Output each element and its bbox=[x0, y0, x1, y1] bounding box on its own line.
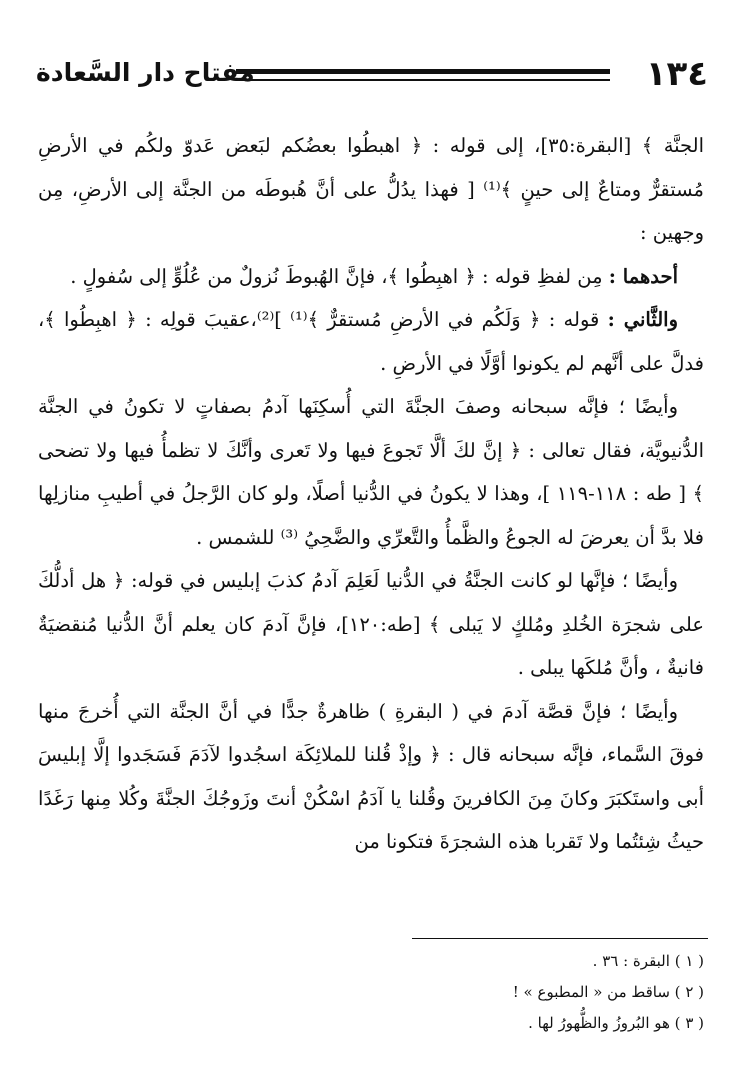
body-text bbox=[38, 124, 704, 864]
paragraph-2-label: أحدهما : bbox=[608, 264, 678, 288]
footnote-separator bbox=[412, 938, 708, 939]
paragraph-2 bbox=[38, 255, 704, 299]
footnote-2: ( ٢ ) ساقط من « المطبوع » ! bbox=[512, 983, 704, 1001]
paragraph-6: وأيضًا ؛ فإنَّ قصَّة آدمَ في ( البقرةِ ) ظاهرةٌ جدًّا في أنَّ الجنَّة التي أُخرجَ منها فوقَ السَّماء، فإنَّه سبحانه قال : ﴿ وإذْ قُلنا للملائِكَة اسجُدوا لآدَمَ فَسَجَدوا إلَّا إبليسَ أبى واستَكبَرَ وكانَ مِنَ الكافرينَ وقُلنا يا آدَمُ اسْكُنْ أنتَ وزَوجُكَ الجنَّةَ وكُلا مِنها رَغَدًا حيثُ شِئتُما ولا تَقربا هذه الشجرَةَ فتكونا من bbox=[38, 699, 704, 853]
paragraph-5: وأيضًا ؛ فإنَّها لو كانت الجنَّةُ في الدُّنيا لَعَلِمَ آدمُ كذبَ إبليس في قوله: ﴿ هل أدلُّكَ على شجرَة الخُلدِ ومُلكٍ لا يَبلى ﴾ [طه:١٢٠]، فإنَّ آدمَ كان يعلم أنَّ الدُّنيا مُنقضيَةٌ فانيةٌ ، وأنَّ مُلكَها يبلى . bbox=[38, 569, 704, 679]
header-rule-thick bbox=[236, 69, 610, 74]
paragraph-4: وأيضًا ؛ فإنَّه سبحانه وصفَ الجنَّةَ التي أُسكِنَها آدمُ بصفاتٍ لا تكونُ في الجنَّة الدُّنيويَّة، فقال تعالى : ﴿ إنَّ لكَ ألَّا تَجوعَ فيها ولا تَعرى وأنَّكَ لا تظمأُ فيها ولا تضحى ﴾ [ طه : ١١٨-١١٩ ]، وهذا لا يكونُ في الدُّنيا أصلًا، ولو كان الرَّجلُ في أطيبِ منازلِها فلا بدَّ أن يعرضَ له الجوعُ والظَّمأُ والتَّعرِّي والضَّحِيُ ⁽³⁾ للشمس . bbox=[38, 395, 704, 549]
header-rule-thin bbox=[236, 79, 610, 81]
paragraph-3 bbox=[38, 298, 704, 385]
footnotes bbox=[120, 946, 704, 1039]
page-number: ١٣٤ bbox=[645, 54, 708, 94]
paragraph-2-text: مِن لفظِ قوله : ﴿ اهبِطُوا ﴾، فإنَّ الهُبوطَ نُزولٌ من عُلُوٍّ إلى سُفولٍ . bbox=[70, 264, 609, 288]
paragraph-1: الجنَّة ﴾ [البقرة:٣٥]، إلى قوله : ﴿ اهبطُوا بعضُكم لبَعض عَدوّ ولكُم في الأرضِ مُستقرٌّ ومتاعٌ إلى حينٍ ﴾⁽¹⁾ [ فهذا يدُلُّ على أنَّ هُبوطَه من الجنَّة إلى الأرضِ، مِن وجهين : bbox=[38, 134, 705, 244]
paragraph-3-label: والثَّاني : bbox=[607, 308, 678, 331]
footnote-3: ( ٣ ) هو البُروزُ والظُّهورُ لها . bbox=[528, 1014, 704, 1032]
footnote-1: ( ١ ) البقرة : ٣٦ . bbox=[592, 952, 704, 970]
page-header bbox=[36, 52, 708, 96]
running-title: مفتاح دار السَّعادة bbox=[36, 58, 255, 87]
paragraph-3-text: قوله : ﴿ وَلَكُم في الأرضِ مُستقرٌّ ﴾⁽¹⁾ ]⁽²⁾،عقيبَ قولِه : ﴿ اهبِطُوا ﴾، فدلَّ على أنَّهم لم يكونوا أوَّلًا في الأرضِ . bbox=[38, 308, 704, 375]
